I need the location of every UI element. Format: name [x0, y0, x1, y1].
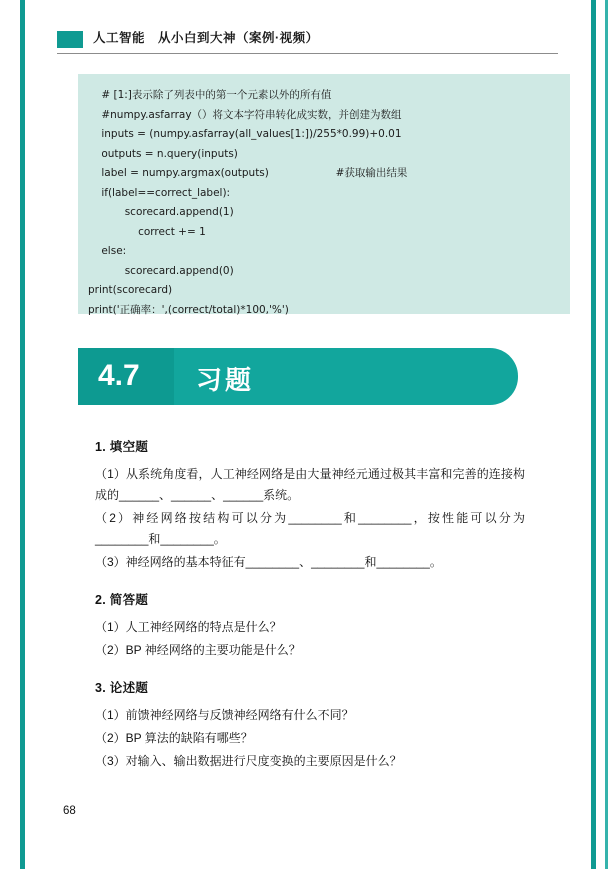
code-line: scorecard.append(0) — [88, 264, 234, 277]
code-line: if(label==correct_label): — [88, 186, 231, 199]
exercise-heading: 2. 简答题 — [95, 593, 149, 607]
code-line: print(scorecard) — [88, 284, 173, 296]
code-line: scorecard.append(1) — [88, 206, 234, 218]
code-line: print('正确率：',(correct/total)*100,'%') — [88, 303, 289, 316]
code-line: correct += 1 — [88, 225, 206, 238]
exercise-heading: 3. 论述题 — [95, 681, 149, 695]
code-line: outputs = n.query(inputs) — [88, 147, 238, 160]
page-header — [57, 28, 557, 56]
section-banner — [78, 348, 518, 405]
exercise-item: （2）BP 算法的缺陷有哪些？ — [95, 731, 253, 745]
code-line: else: — [88, 245, 127, 257]
header-mark-icon — [57, 31, 83, 48]
code-block — [78, 74, 570, 314]
section-title: 习题 — [196, 365, 255, 395]
exercise-item: （1）前馈神经网络与反馈神经网络有什么不同？ — [95, 708, 354, 722]
header-title: 人工智能 从小白到大神（案例·视频） — [93, 31, 319, 45]
right-edge-bar — [591, 0, 596, 869]
code-line: #numpy.asfarray（）将文本字符串转化成实数，并创建为数组 — [88, 108, 402, 121]
header-divider — [57, 53, 558, 54]
code-line: label = numpy.argmax(outputs) #获取输出结果 — [88, 167, 408, 179]
page-number: 68 — [63, 805, 76, 817]
exercise-item: （3）对输入、输出数据进行尺度变换的主要原因是什么？ — [95, 754, 402, 768]
left-edge-bar — [20, 0, 25, 869]
right-edge-bar-secondary — [605, 0, 608, 869]
exercise-heading: 1. 填空题 — [95, 440, 149, 454]
code-line: inputs = (numpy.asfarray(all_values[1:])/255*0.99)+0.01 — [88, 128, 402, 140]
section-number: 4.7 — [98, 359, 140, 392]
exercise-item: （3）神经网络的基本特征有________、________和________。 — [95, 555, 442, 569]
code-line: # [1:]表示除了列表中的第一个元素以外的所有值 — [88, 89, 332, 101]
exercise-item: （1）人工神经网络的特点是什么？ — [95, 620, 282, 634]
exercise-item: （1）从系统角度看，人工神经网络是由大量神经元通过极其丰富和完善的连接构成的______、______、______系统。 — [95, 467, 525, 502]
exercise-item: （2）神经网络按结构可以分为________和________，按性能可以分为________和________。 — [95, 511, 525, 546]
exercise-item: （2）BP 神经网络的主要功能是什么？ — [95, 643, 301, 657]
exercise-content — [95, 437, 525, 774]
